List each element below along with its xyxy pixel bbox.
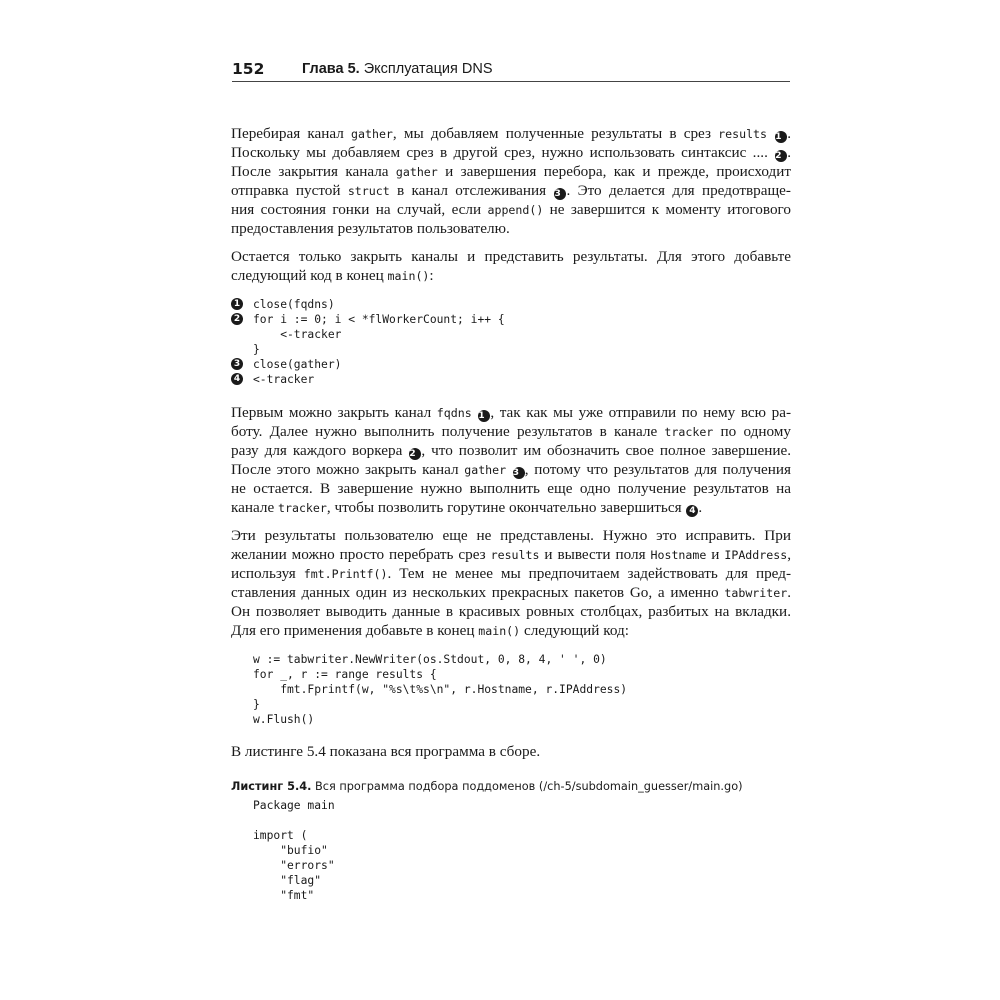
text-line: Перебирая канал gather, мы добавляем полученные результаты в срез results 1 . — [231, 125, 791, 142]
callout-marker-1: 1 — [775, 131, 787, 143]
code-line — [253, 813, 335, 828]
text-line: После этого можно закрыть канал gather 3 , потому что результатов для получения — [231, 461, 791, 478]
paragraph-5 — [231, 742, 791, 761]
text-line: В листинге 5.4 показана вся программа в сборе. — [231, 743, 541, 760]
text-line: разу для каждого воркера 2 , что позволит им обозначить свое полное завершение. — [231, 442, 791, 459]
code-block-3 — [253, 798, 335, 903]
paragraph-2 — [231, 247, 791, 285]
callout-marker-4: 4 — [231, 373, 243, 385]
callout-marker-1: 1 — [231, 298, 243, 310]
code-line: } — [253, 343, 260, 356]
text-line: не остается. В завершение нужно выполнить еще одно получение результатов на — [231, 480, 791, 497]
paragraph-3 — [231, 403, 791, 517]
code-line: "errors" — [253, 859, 335, 872]
text-line: Поскольку мы добавляем срез в другой срез, нужно использовать синтаксис .... 2 . — [231, 144, 791, 161]
text-line: предоставления результатов пользователю. — [231, 220, 510, 237]
text-line: Он позволяет выводить данные в красивых ровных столбцах, разбитых на вкладки. — [231, 603, 791, 620]
callout-marker-2: 2 — [775, 150, 787, 162]
code-line: "fmt" — [253, 889, 315, 902]
text-line: желании можно просто перебрать срез results и вывести поля Hostname и IPAddress, — [231, 546, 791, 563]
text-line: После закрытия канала gather и завершения перебора, как и прежде, происходит — [231, 163, 791, 180]
text-line: используя fmt.Printf(). Тем не менее мы предпочитаем задействовать для пред- — [231, 565, 792, 582]
text-line: Первым можно закрыть канал fqdns 1 , так как мы уже отправили по нему всю ра- — [231, 404, 792, 421]
text-line: канале tracker, чтобы позволить горутине окончательно завершиться 4 . — [231, 499, 703, 516]
chapter-label: Глава 5. — [302, 61, 360, 77]
code-line: "bufio" — [253, 844, 328, 857]
code-line: 3 close(gather) — [253, 357, 505, 372]
text-line: отправка пустой struct в канал отслеживания 3 . Это делается для предотвраще- — [231, 182, 791, 199]
code-block-1 — [233, 297, 505, 387]
callout-marker-1: 1 — [478, 410, 490, 422]
chapter-heading — [302, 61, 492, 77]
code-line: for _, r := range results { — [253, 668, 437, 681]
code-line: 2 for i := 0; i < *flWorkerCount; i++ { — [253, 312, 505, 327]
listing-label: Листинг 5.4. — [231, 780, 312, 793]
code-line: <-tracker — [253, 328, 342, 341]
code-block-2 — [253, 652, 627, 727]
paragraph-4 — [231, 526, 791, 640]
code-line: import ( — [253, 829, 308, 842]
paragraph-1 — [231, 124, 791, 238]
page-number: 152 — [232, 60, 265, 78]
callout-marker-3: 3 — [513, 467, 525, 479]
code-line: 4 <-tracker — [253, 372, 505, 387]
code-line: w := tabwriter.NewWriter(os.Stdout, 0, 8, 4, ' ', 0) — [253, 653, 607, 666]
text-line: Для его применения добавьте в конец main() следующий код: — [231, 622, 629, 639]
code-line: "flag" — [253, 874, 322, 887]
code-line: Package main — [253, 799, 335, 812]
code-line: w.Flush() — [253, 713, 315, 726]
callout-marker-4: 4 — [686, 505, 698, 517]
chapter-title: Эксплуатация DNS — [363, 61, 493, 77]
callout-marker-3: 3 — [554, 188, 566, 200]
callout-marker-2: 2 — [231, 313, 243, 325]
listing-title: Вся программа подбора поддоменов (/ch-5/subdomain_guesser/main.go) — [311, 780, 743, 793]
text-line: следующий код в конец main(): — [231, 267, 434, 284]
header-rule — [232, 81, 790, 82]
running-header — [232, 60, 790, 84]
code-line: } — [253, 698, 260, 711]
code-line: fmt.Fprintf(w, "%s\t%s\n", r.Hostname, r.IPAddress) — [253, 683, 628, 696]
text-line: ния состояния гонки на случай, если append() не завершится к моменту итогового — [231, 201, 791, 218]
callout-marker-2: 2 — [409, 448, 421, 460]
text-line: боту. Далее нужно выполнить получение результатов в канале tracker по одному — [231, 423, 791, 440]
callout-marker-3: 3 — [231, 358, 243, 370]
listing-caption — [231, 778, 801, 796]
code-line: 1 close(fqdns) — [253, 297, 505, 312]
text-line: ставления данных один из нескольких прекрасных пакетов Go, а именно tabwriter. — [231, 584, 791, 601]
text-line: Эти результаты пользователю еще не представлены. Нужно это исправить. При — [231, 527, 791, 544]
text-line: Остается только закрыть каналы и представить результаты. Для этого добавьте — [231, 248, 791, 265]
